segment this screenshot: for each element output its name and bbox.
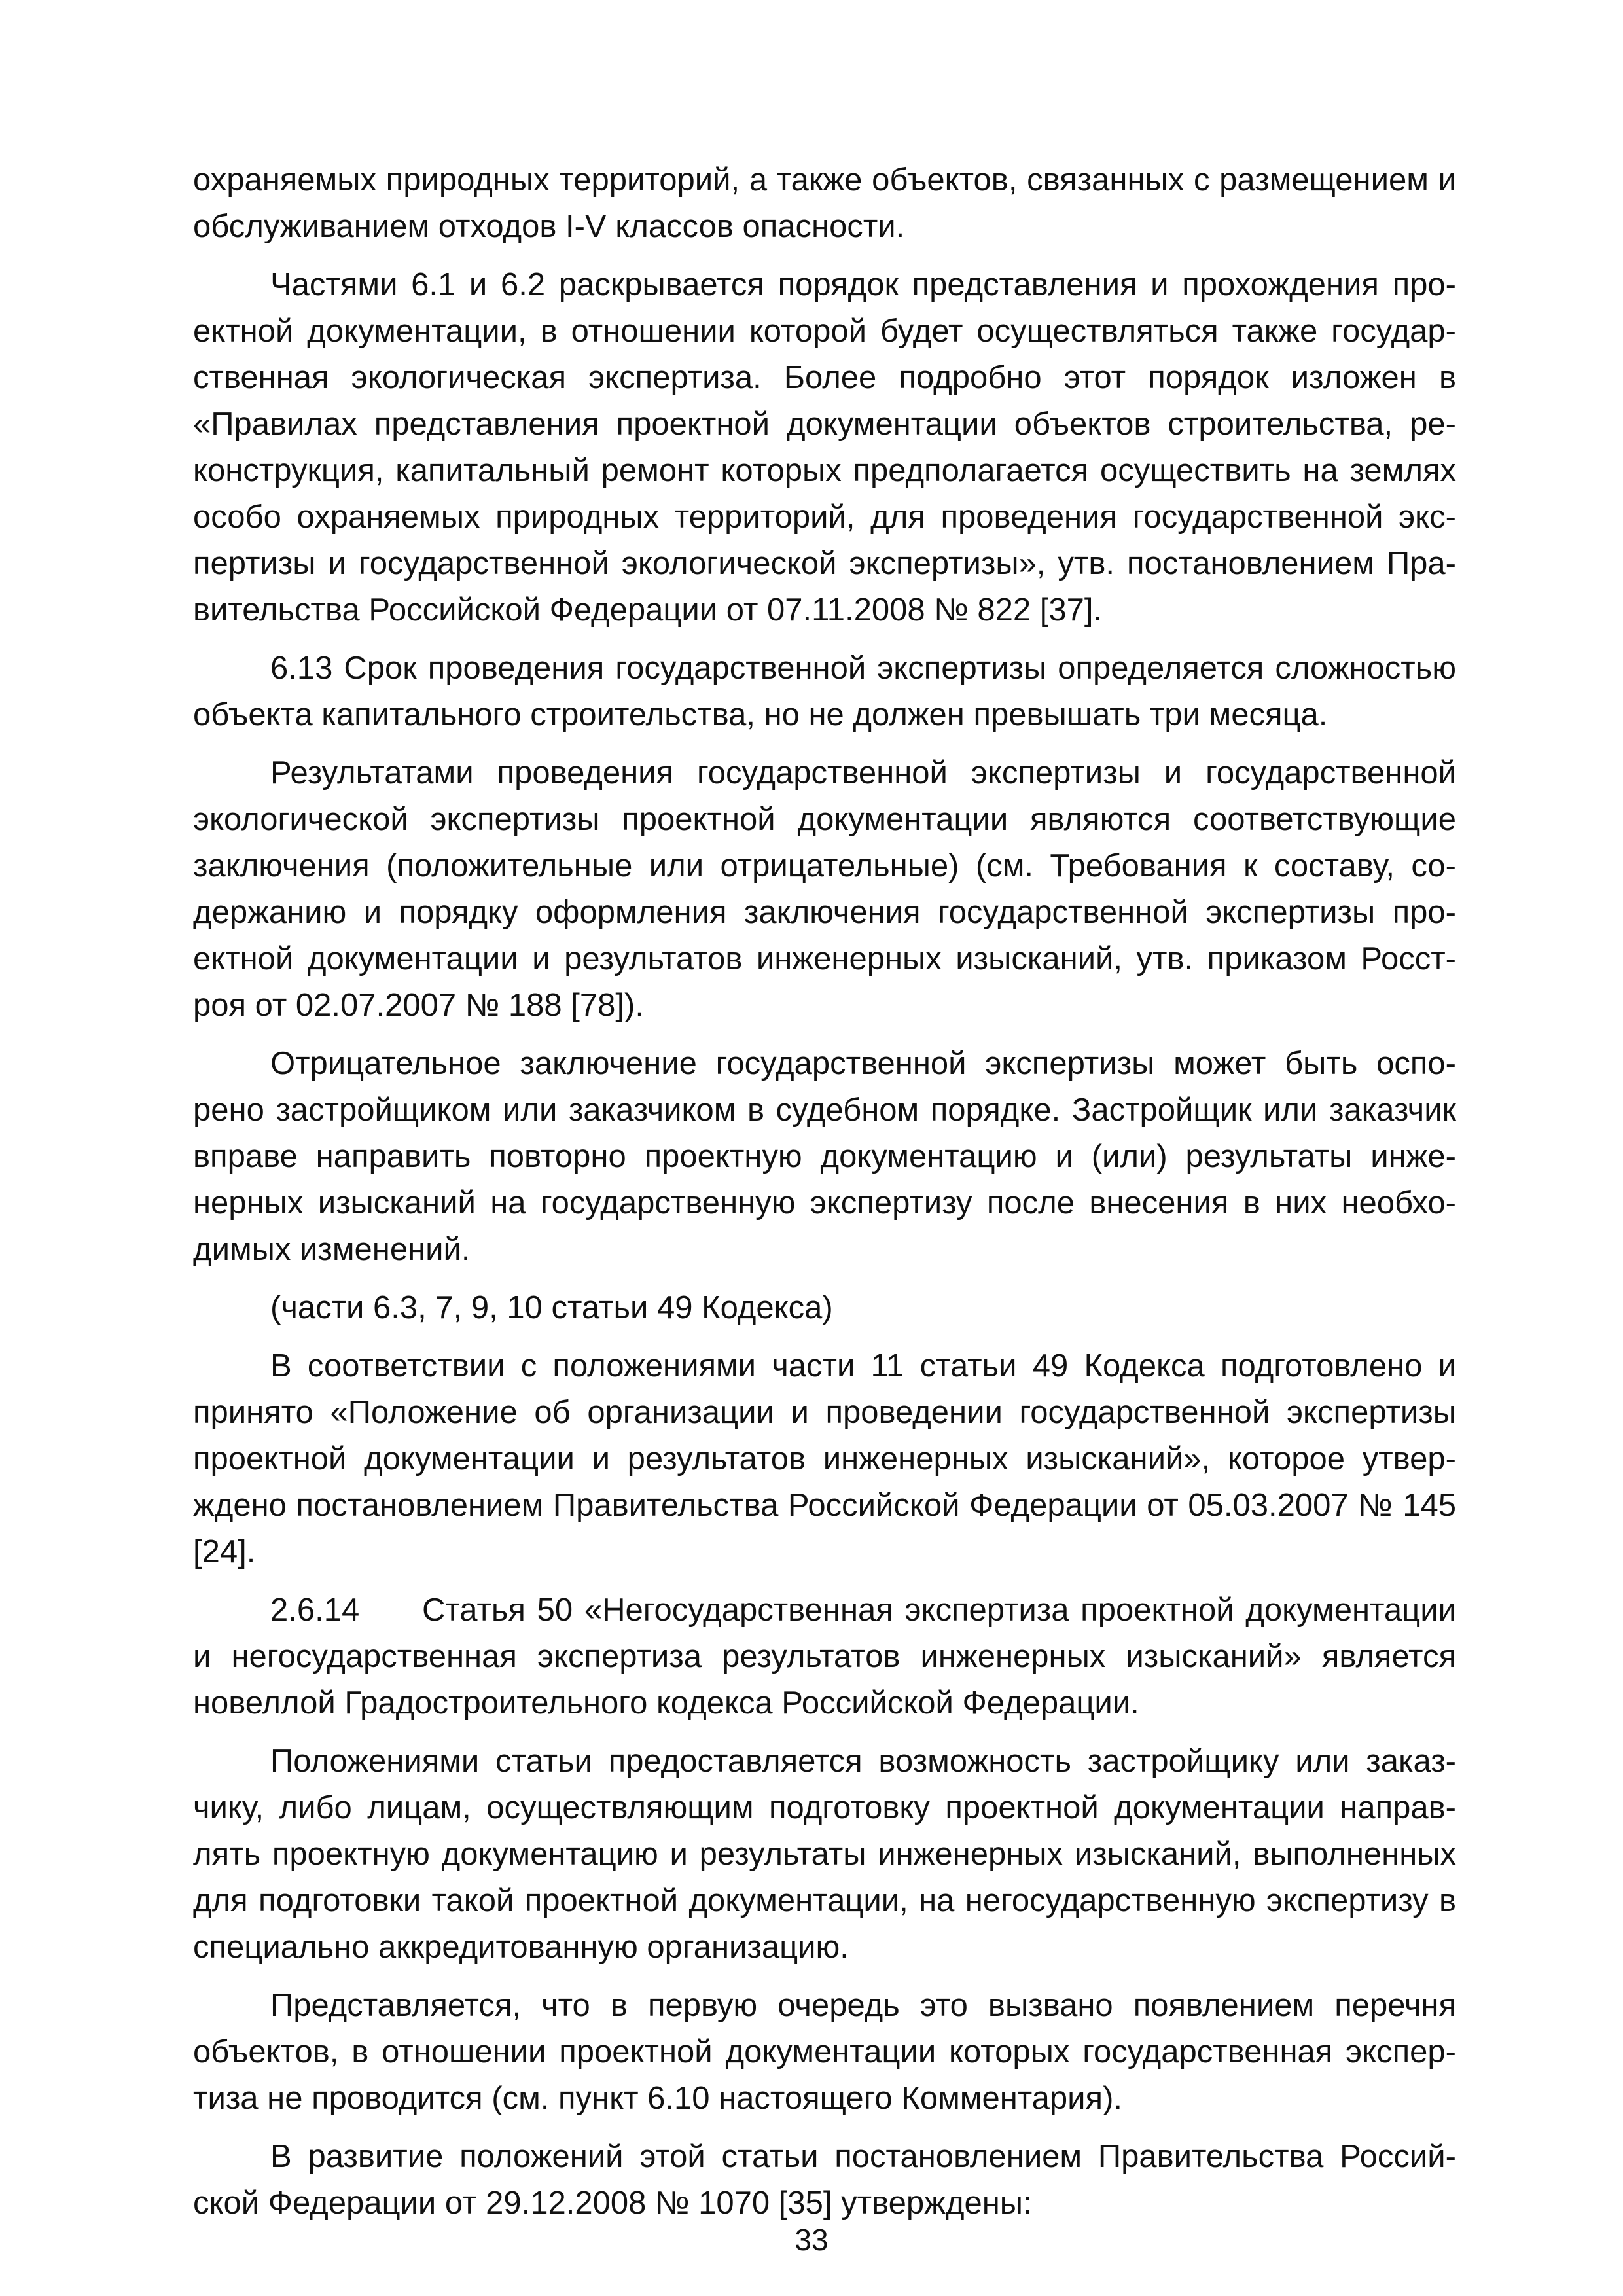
paragraph-parts-6-1-6-2: Частями 6.1 и 6.2 раскрывается порядок представления и прохождения проектной документации, в отношении которой будет осуществляться также государственная экологическая экспертиза. Более подробно этот порядок изложен в «Правилах представления проектной документации объектов строительства, реконструкция, капитальный ремонт которых предполагается осуществить на землях особо охраняемых природных территорий, для проведения государственной экспертизы и государственной экологической экспертизы», утв. постановлением Правительства Российской Федерации от 07.11.2008 № 822 [37]. <box>193 267 1456 628</box>
paragraph-negative-conclusion: Отрицательное заключение государственной экспертизы может быть оспорено застройщиком или заказчиком в судебном порядке. Застройщик или заказчик вправе направить повторно проектную документацию и (или) результаты инженерных изысканий на государственную экспертизу после внесения в них необходимых изменений. <box>193 1046 1456 1267</box>
paragraph-6-13: 6.13 Срок проведения государственной экспертизы определяется сложностью объекта капитального строительства, но не должен превышать три месяца. <box>193 651 1456 732</box>
paragraph-first-priority: Представляется, что в первую очередь это вызвано появлением перечня объектов, в отношении проектной документации которых государственная экспертиза не проводится (см. пункт 6.10 настоящего Комментария). <box>193 1988 1456 2116</box>
page-number: 33 <box>794 2223 829 2257</box>
section-number: 2.6.14 <box>270 1592 360 1628</box>
document-page <box>193 157 1456 2227</box>
paragraph-expertise-results: Результатами проведения государственной экспертизы и государственной экологической экспертизы проектной документации являются соответствующие заключения (положительные или отрицательные) (см. Требования к составу, содержанию и порядку оформления заключения государственной экспертизы проектной документации и результатов инженерных изысканий, утв. приказом Росстроя от 02.07.2007 № 188 [78]). <box>193 755 1456 1023</box>
paragraph-decree: В развитие положений этой статьи постановлением Правительства Российской Федерации от 29.12.2008 № 1070 [35] утверждены: <box>193 2139 1456 2221</box>
paragraph-article-provisions: Положениями статьи предоставляется возможность застройщику или заказчику, либо лицам, осуществляющим подготовку проектной документации направлять проектную документацию и результаты инженерных изысканий, выполненных для подготовки такой проектной документации, на негосударственную экспертизу в специально аккредитованную организацию. <box>193 1744 1456 1965</box>
paragraph-2-6-14 <box>193 1587 1456 1727</box>
paragraph-regulation: В соответствии с положениями части 11 статьи 49 Кодекса подготовлено и принято «Положение об организации и проведении государственной экспертизы проектной документации и результатов инженерных изысканий», которое утверждено постановлением Правительства Российской Федерации от 05.03.2007 № 145 [24]. <box>193 1348 1456 1570</box>
section-text: Статья 50 «Негосударственная экспертиза проектной документации и негосударственная экспертиза результатов инженерных изысканий» является новеллой Градостроительного кодекса Российской Федерации. <box>193 1592 1456 1721</box>
paragraph-code-reference: (части 6.3, 7, 9, 10 статьи 49 Кодекса) <box>270 1290 833 1325</box>
paragraph-continuation: охраняемых природных территорий, а также объектов, связанных с размещением и обслуживанием отходов I-V классов опасности. <box>193 162 1456 244</box>
